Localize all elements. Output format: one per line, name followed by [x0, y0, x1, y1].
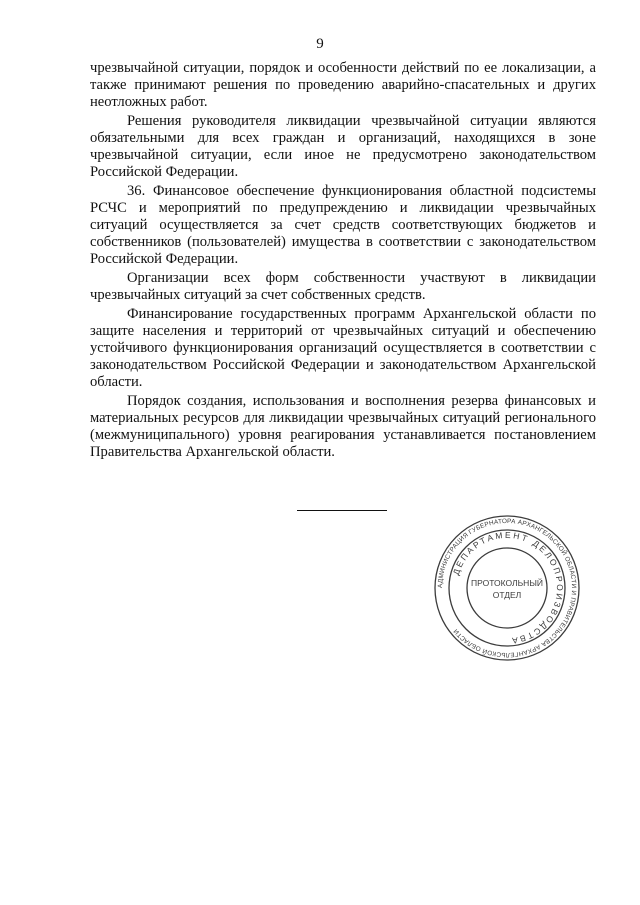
- stamp-outer-ring-text: АДМИНИСТРАЦИЯ ГУБЕРНАТОРА АРХАНГЕЛЬСКОЙ ОБЛАСТИ И ПРАВИТЕЛЬСТВА АРХАНГЕЛЬСКОЙ ОБЛАСТИ: [436, 517, 578, 659]
- paragraph-organizations: Организации всех форм собственности участвуют в ликвидации чрезвычайных ситуаций за счет собственных средств.: [90, 270, 596, 303]
- stamp-center-line-2: ОТДЕЛ: [492, 590, 522, 600]
- paragraph-decisions: Решения руководителя ликвидации чрезвычайной ситуации являются обязательными для всех граждан и организаций, находящихся в зоне чрезвычайной ситуации, если иное не предусмотрено законодательством Российской Федерации.: [90, 113, 596, 180]
- end-separator-line: [297, 510, 387, 511]
- protocol-department-stamp: [432, 513, 582, 663]
- stamp-center-line-1: ПРОТОКОЛЬНЫЙ: [471, 578, 543, 588]
- paragraph-state-programs: Финансирование государственных программ Архангельской области по защите населения и территорий от чрезвычайных ситуаций и обеспечению устойчивого функционирования организаций осуществляется в соответствии с законодательством Российской Федерации и законодательством Архангельской области.: [90, 306, 596, 390]
- stamp-inner-circle: [467, 548, 547, 628]
- stamp-inner-ring-text: ДЕПАРТАМЕНТ ДЕЛОПРОИЗВОДСТВА: [450, 529, 566, 647]
- document-body: [90, 60, 596, 463]
- paragraph-36-financing: 36. Финансовое обеспечение функционирования областной подсистемы РСЧС и мероприятий по предупреждению и ликвидации чрезвычайных ситуаций осуществляется за счет средств соответствующих бюджетов и собственников (пользователей) имущества в соответствии с законодательством Российской Федерации.: [90, 183, 596, 267]
- paragraph-reserve: Порядок создания, использования и восполнения резерва финансовых и материальных ресурсов для ликвидации чрезвычайных ситуаций регионального (межмуниципального) уровня реагирования устанавливается постановлением Правительства Архангельской области.: [90, 393, 596, 460]
- page-number: 9: [316, 36, 324, 52]
- paragraph-continuation: чрезвычайной ситуации, порядок и особенности действий по ее локализации, а также принимают решения по проведению аварийно-спасательных и других неотложных работ.: [90, 60, 596, 110]
